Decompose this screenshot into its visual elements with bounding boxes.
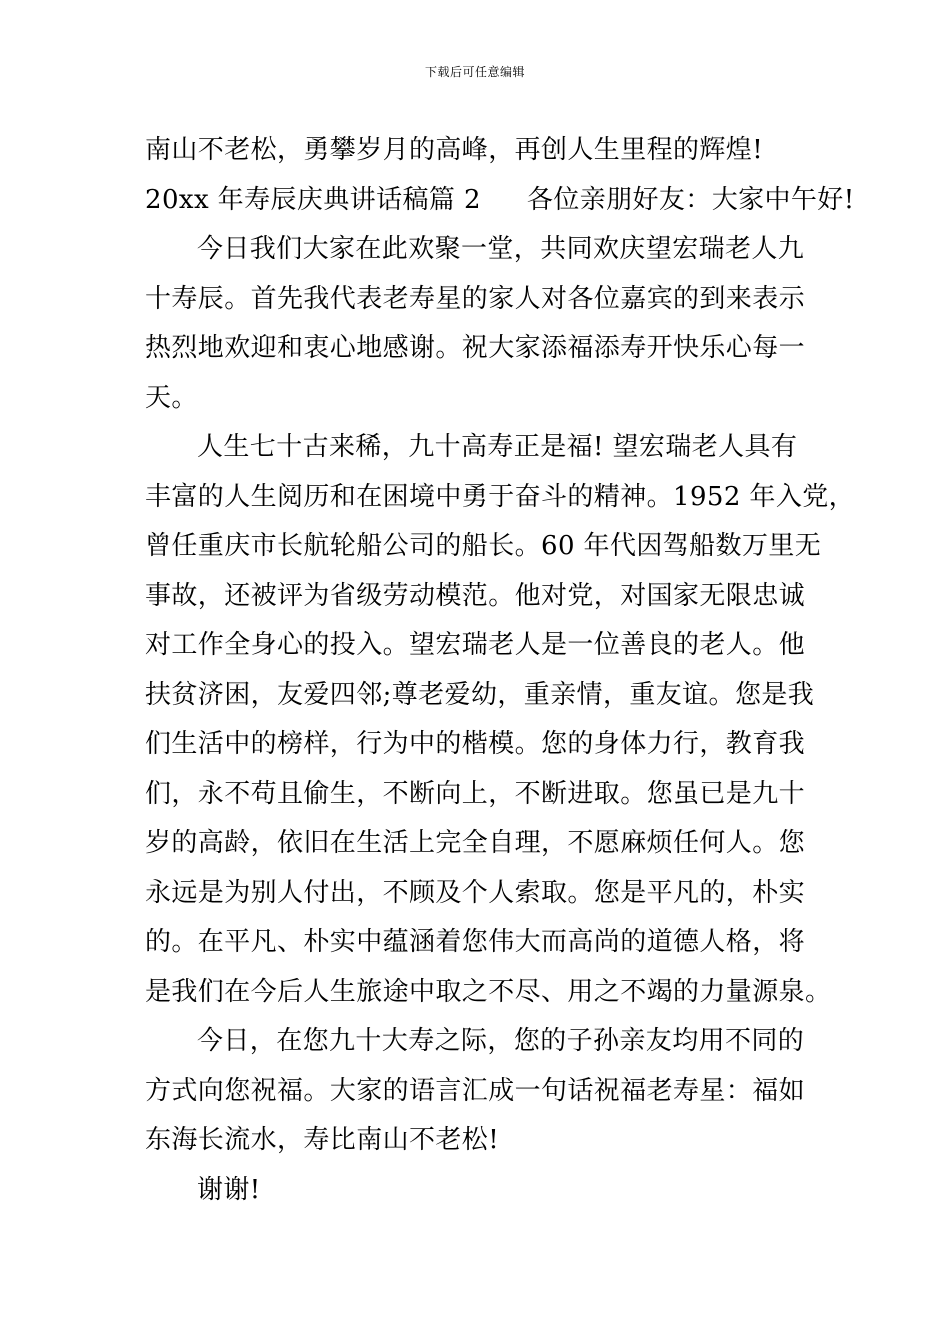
paragraph-line: 今日，在您九十大寿之际，您的子孙亲友均用不同的 [197,1026,805,1056]
closing-line: 谢谢! [197,1174,261,1205]
paragraph-line: 岁的高龄，依旧在生活上完全自理，不愿麻烦任何人。您 [145,828,806,858]
paragraph-line: 东海长流水，寿比南山不老松! [145,1125,500,1155]
paragraph-line: 天。 [145,382,198,413]
header-note: 下载后可任意编辑 [424,65,525,79]
paragraph-line: 人生七十古来稀，九十高寿正是福! 望宏瑞老人具有 [197,432,798,462]
paragraph-2 [145,423,856,1017]
section-title: 20xx 年寿辰庆典讲话稿篇 2 [145,184,481,215]
paragraph-line: 丰富的人生阅历和在困境中勇于奋斗的精神。1952 年入党， [145,481,856,512]
paragraph-line: 是我们在今后人生旅途中取之不尽、用之不竭的力量源泉。 [145,976,832,1007]
section-heading-line [145,176,855,226]
paragraph-3 [145,1017,815,1166]
paragraph-line: 永远是为别人付出，不顾及个人索取。您是平凡的，朴实 [145,877,806,908]
paragraph-line: 事故，还被评为省级劳动模范。他对党，对国家无限忠诚 [145,580,806,611]
section-greeting: 各位亲朋好友：大家中午好! [526,184,855,215]
paragraph-4 [145,1166,815,1216]
paragraph-1 [145,225,815,423]
paragraph-line: 们生活中的榜样，行为中的楷模。您的身体力行，教育我 [145,729,806,759]
page-header [0,64,950,80]
paragraph-line: 们，永不苟且偷生，不断向上，不断进取。您虽已是九十 [145,778,806,809]
paragraph-line: 扶贫济困，友爱四邻;尊老爱幼，重亲情，重友谊。您是我 [145,679,815,710]
paragraph-line: 今日我们大家在此欢聚一堂，共同欢庆望宏瑞老人九 [197,234,805,264]
intro-line: 南山不老松，勇攀岁月的高峰，再创人生里程的辉煌! [145,135,764,165]
paragraph-line: 曾任重庆市长航轮船公司的船长。60 年代因驾船数万里无 [145,531,822,561]
paragraph-line: 热烈地欢迎和衷心地感谢。祝大家添福添寿开快乐心每一 [145,333,806,363]
paragraph-line: 的。在平凡、朴实中蕴涵着您伟大而高尚的道德人格，将 [145,927,806,957]
paragraph-line: 方式向您祝福。大家的语言汇成一句话祝福老寿星：福如 [145,1075,806,1106]
document-body [145,126,856,1215]
paragraph-line: 十寿辰。首先我代表老寿星的家人对各位嘉宾的到来表示 [145,283,806,314]
paragraph-line: 对工作全身心的投入。望宏瑞老人是一位善良的老人。他 [145,630,806,660]
